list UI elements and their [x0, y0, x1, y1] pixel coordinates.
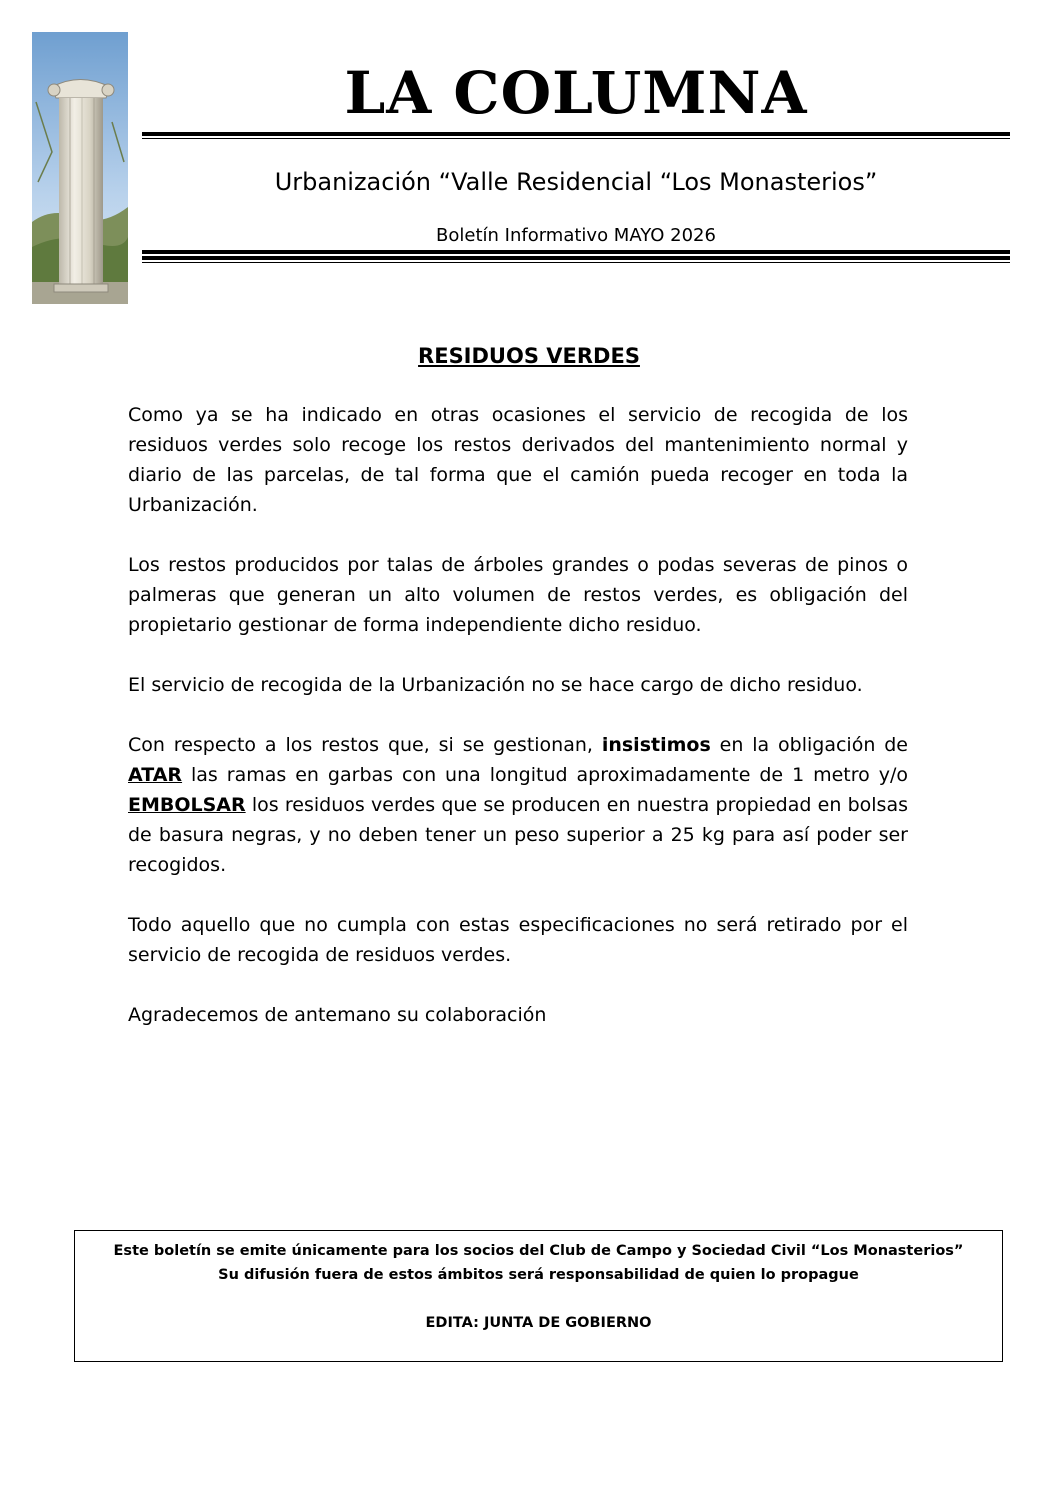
emphasis-embolsar: EMBOLSAR — [128, 794, 246, 816]
masthead-rule-bottom — [142, 250, 1010, 263]
subtitle: Urbanización “Valle Residencial “Los Monasterios” — [274, 168, 878, 196]
paragraph-4-text: las ramas en garbas con una longitud aproximadamente de 1 metro y/o — [182, 764, 908, 786]
article-body — [128, 400, 908, 1060]
masthead-rule-top — [142, 132, 1010, 139]
paragraph-4-text: en la obligación de — [710, 734, 909, 756]
paragraph-5: Todo aquello que no cumpla con estas especificaciones no será retirado por el servicio de recogida de residuos verdes. — [128, 914, 908, 966]
emphasis-atar: ATAR — [128, 764, 183, 786]
paragraph-4-text: Con respecto a los restos que, si se gestionan, — [128, 734, 602, 756]
paragraph-3: El servicio de recogida de la Urbanización no se hace cargo de dicho residuo. — [128, 674, 863, 696]
bulletin-date: Boletín Informativo MAYO 2026 — [436, 225, 716, 246]
article-title: RESIDUOS VERDES — [418, 344, 640, 368]
paragraph-4 — [128, 730, 908, 880]
footer-line-2: Su difusión fuera de estos ámbitos será responsabilidad de quien lo propague — [218, 1267, 859, 1283]
footer-line-1: Este boletín se emite únicamente para los socios del Club de Campo y Sociedad Civil “Los Monasterios” — [113, 1243, 964, 1259]
footer-notice — [74, 1230, 1003, 1362]
column-photo — [32, 32, 128, 304]
emphasis-insistimos: insistimos — [601, 734, 711, 756]
paragraph-2: Los restos producidos por talas de árboles grandes o podas severas de pinos o palmeras que generan un alto volumen de restos verdes, es obligación del propietario gestionar de forma independiente dicho residuo. — [128, 554, 908, 636]
masthead-title: LA COLUMNA — [344, 59, 808, 127]
paragraph-6: Agradecemos de antemano su colaboración — [128, 1004, 547, 1026]
paragraph-1: Como ya se ha indicado en otras ocasiones el servicio de recogida de los residuos verdes solo recoge los restos derivados del mantenimiento normal y diario de las parcelas, de tal forma que el camión pueda recoger en toda la Urbanización. — [128, 404, 908, 516]
paragraph-4-text: los residuos verdes que se producen en nuestra propiedad en bolsas de basura negras, y no deben tener un peso superior a 25 kg para así poder ser recogidos. — [128, 794, 908, 876]
footer-editor: EDITA: JUNTA DE GOBIERNO — [425, 1315, 652, 1331]
